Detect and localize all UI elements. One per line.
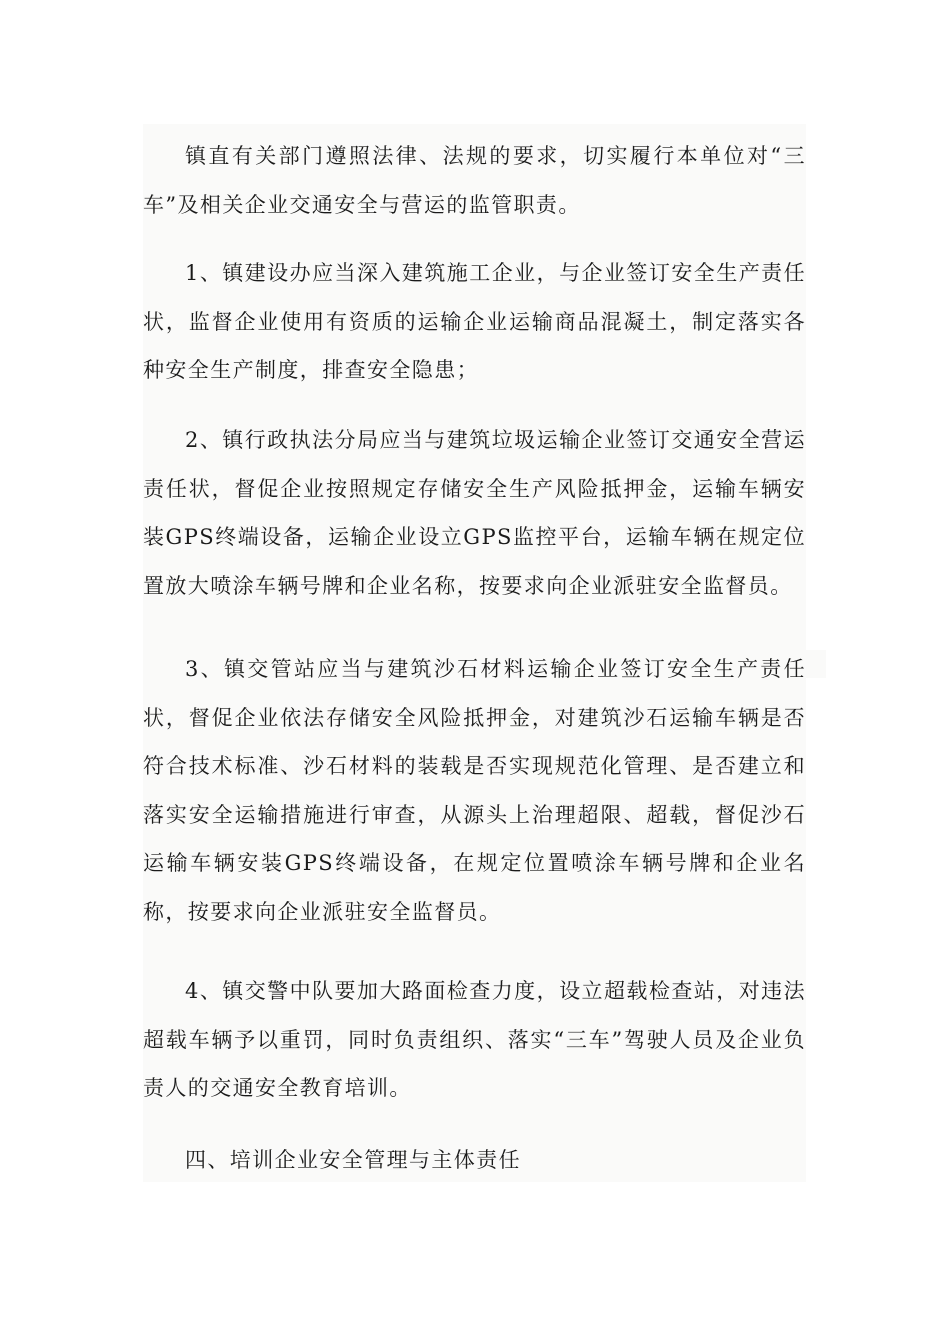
document-page <box>143 124 806 1182</box>
highlight-overflow <box>806 650 826 678</box>
paragraph-item-4: 4、镇交警中队要加大路面检查力度，设立超载检查站，对违法超载车辆予以重罚，同时负责组织、落实“三车”驾驶人员及企业负责人的交通安全教育培训。 <box>143 979 806 1100</box>
paragraph-intro: 镇直有关部门遵照法律、法规的要求，切实履行本单位对“三车”及相关企业交通安全与营运的监管职责。 <box>143 144 806 217</box>
paragraph-item-3: 3、镇交管站应当与建筑沙石材料运输企业签订安全生产责任状，督促企业依法存储安全风险抵押金，对建筑沙石运输车辆是否符合技术标准、沙石材料的装载是否实现规范化管理、是否建立和落实安全运输措施进行审查，从源头上治理超限、超载，督促沙石运输车辆安装GPS终端设备，在规定位置喷涂车辆号牌和企业名称，按要求向企业派驻安全监督员。 <box>143 657 806 924</box>
paragraph-item-2: 2、镇行政执法分局应当与建筑垃圾运输企业签订交通安全营运责任状，督促企业按照规定存储安全生产风险抵押金，运输车辆安装GPS终端设备，运输企业设立GPS监控平台，运输车辆在规定位置放大喷涂车辆号牌和企业名称，按要求向企业派驻安全监督员。 <box>143 428 806 598</box>
paragraph-item-1: 1、镇建设办应当深入建筑施工企业，与企业签订安全生产责任状，监督企业使用有资质的运输企业运输商品混凝土，制定落实各种安全生产制度，排查安全隐患； <box>143 261 806 382</box>
section-heading-4: 四、培训企业安全管理与主体责任 <box>185 1148 521 1172</box>
